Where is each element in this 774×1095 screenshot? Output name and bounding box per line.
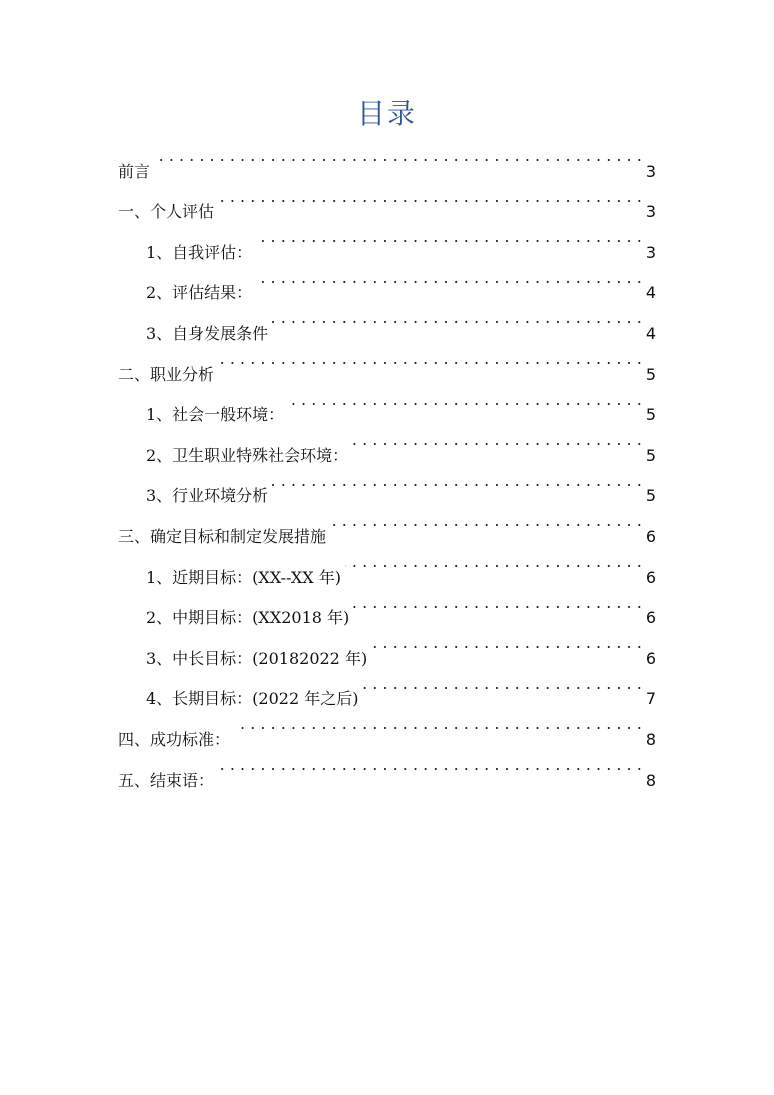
- toc-dot-leader: [352, 420, 642, 461]
- toc-entry[interactable]: [118, 177, 656, 222]
- toc-page-number: 4: [645, 283, 656, 303]
- toc-entry-label: 2、卫生职业特殊社会环境：: [146, 445, 349, 465]
- toc-dot-leader: [256, 258, 642, 299]
- toc-page-number: 6: [645, 648, 656, 668]
- toc-dot-leader: [345, 542, 642, 583]
- toc-entry-label: 三、确定目标和制定发展措施: [118, 526, 327, 546]
- toc-dot-leader: [154, 136, 642, 177]
- toc-entry-label: 3、中长目标：(20182022 年): [146, 648, 368, 668]
- toc-dot-leader: [288, 380, 642, 421]
- toc-dot-leader: [218, 177, 642, 218]
- toc-entry-label: 2、评估结果：: [146, 283, 253, 303]
- toc-entry-label: 3、行业环境分析: [146, 486, 269, 506]
- toc-dot-leader: [218, 745, 642, 786]
- toc-dot-leader: [362, 664, 641, 705]
- toc-entry-label: 3、自身发展条件: [146, 323, 269, 343]
- toc-dot-leader: [234, 704, 642, 745]
- toc-page-number: 3: [645, 161, 656, 181]
- toc-entry-label: 1、自我评估：: [146, 242, 253, 262]
- toc-dot-leader: [353, 583, 642, 624]
- toc-page-number: 5: [645, 445, 656, 465]
- toc-entry-label: 五、结束语：: [118, 770, 215, 790]
- toc-page-number: 5: [645, 486, 656, 506]
- toc-dot-leader: [272, 298, 642, 339]
- toc-page-number: 6: [645, 567, 656, 587]
- toc-dot-leader: [371, 623, 642, 664]
- toc-page-number: 5: [645, 364, 656, 384]
- toc-title: 目录: [356, 97, 417, 130]
- toc-entry-label: 二、职业分析: [118, 364, 215, 384]
- toc-dot-leader: [330, 501, 642, 542]
- toc-entry-label: 2、中期目标：(XX2018 年): [146, 608, 350, 628]
- toc-page-number: 6: [645, 608, 656, 628]
- toc-entry-label: 一、个人评估: [118, 202, 215, 222]
- toc-page-number: 3: [645, 242, 656, 262]
- toc-dot-leader: [272, 461, 642, 502]
- toc-page-number: 3: [645, 202, 656, 222]
- toc-entry-label: 前言: [118, 161, 151, 181]
- toc-page-number: 7: [645, 689, 656, 709]
- toc-entry-label: 四、成功标准：: [118, 729, 231, 749]
- toc-entry-label: 1、近期目标：(XX--XX 年): [146, 567, 341, 587]
- toc-page-number: 5: [645, 405, 656, 425]
- table-of-contents: [118, 136, 656, 790]
- toc-page-number: 4: [645, 323, 656, 343]
- toc-dot-leader: [256, 217, 642, 258]
- toc-entry-label: 4、长期目标：(2022 年之后): [146, 689, 359, 709]
- toc-page-number: 8: [645, 729, 656, 749]
- toc-page-number: 8: [645, 770, 656, 790]
- toc-dot-leader: [218, 339, 642, 380]
- toc-entry[interactable]: [118, 136, 656, 181]
- toc-entry-label: 1、社会一般环境：: [146, 405, 285, 425]
- toc-page-number: 6: [645, 526, 656, 546]
